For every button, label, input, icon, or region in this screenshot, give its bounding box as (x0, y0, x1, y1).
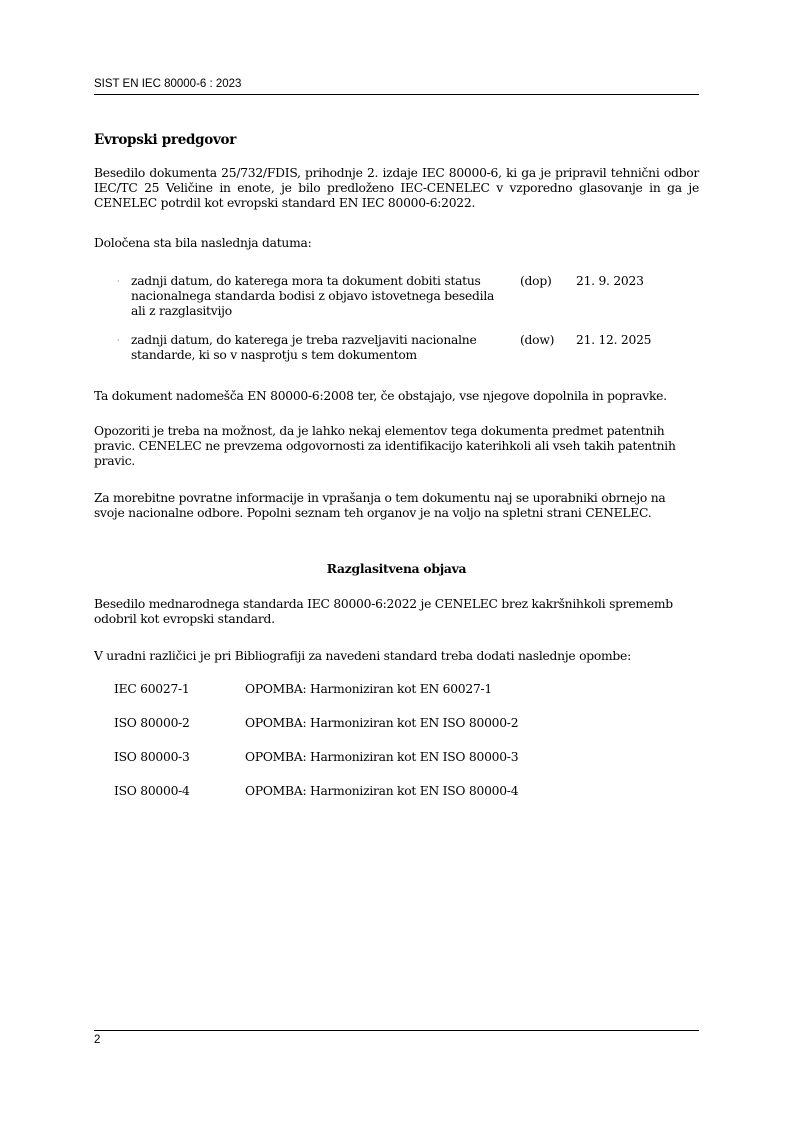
reference-note: OPOMBA: Harmoniziran kot EN ISO 80000-3 (245, 750, 519, 764)
date-item-code: (dow) (520, 333, 555, 347)
intro-paragraph: Besedilo dokumenta 25/732/FDIS, prihodnje 2. izdaje IEC 80000-6, ki ga je pripravil tehnični odbor IEC/TC 25 Veličine in enote, je bilo predloženo IEC-CENELEC v vzporedno glasovanje in ga je CENELEC potrdil kot evropski standard EN IEC 80000-6:2022. (94, 166, 699, 210)
date-item-code: (dop) (520, 274, 552, 288)
section-title: Evropski predgovor (94, 132, 237, 148)
document-page (94, 0, 699, 1122)
reference-note: OPOMBA: Harmoniziran kot EN 60027-1 (245, 682, 492, 696)
running-header: SIST EN IEC 80000-6 : 2023 (94, 78, 242, 90)
patent-paragraph: Opozoriti je treba na možnost, da je lahko nekaj elementov tega dokumenta predmet patentnih pravic. CENELEC ne prevzema odgovornosti za identifikacijo katerihkoli ali vseh takih patentnih pravic. (94, 424, 676, 468)
date-item-text: zadnji datum, do katerega je treba razveljaviti nacionalne standarde, ki so v nasprotju s tem dokumentom (131, 333, 477, 362)
bullet-marker: · (117, 277, 120, 286)
bullet-marker: · (117, 336, 120, 345)
endorsement-title: Razglasitvena objava (326, 561, 467, 576)
reference-standard: ISO 80000-4 (114, 784, 190, 798)
footer-rule (94, 1030, 699, 1031)
reference-standard: ISO 80000-3 (114, 750, 190, 764)
date-item-text: zadnji datum, do katerega mora ta dokument dobiti status nacionalnega standarda bodisi z objavo istovetnega besedila ali z razglasitvijo (131, 274, 495, 318)
bibliography-intro: V uradni različici je pri Bibliografiji za navedeni standard treba dodati naslednje opombe: (94, 649, 631, 663)
header-rule (94, 94, 699, 95)
date-item-date: 21. 9. 2023 (576, 274, 644, 288)
supersedes-paragraph: Ta dokument nadomešča EN 80000-6:2008 ter, če obstajajo, vse njegove dopolnila in popravke. (94, 389, 667, 403)
reference-note: OPOMBA: Harmoniziran kot EN ISO 80000-4 (245, 784, 519, 798)
feedback-paragraph: Za morebitne povratne informacije in vprašanja o tem dokumentu naj se uporabniki obrnejo na svoje nacionalne odbore. Popolni seznam teh organov je na voljo na spletni strani CENELEC. (94, 491, 666, 520)
reference-standard: ISO 80000-2 (114, 716, 190, 730)
reference-note: OPOMBA: Harmoniziran kot EN ISO 80000-2 (245, 716, 519, 730)
dates-intro: Določena sta bila naslednja datuma: (94, 236, 312, 250)
date-item-date: 21. 12. 2025 (576, 333, 652, 347)
endorsement-paragraph: Besedilo mednarodnega standarda IEC 80000-6:2022 je CENELEC brez kakršnihkoli sprememb odobril kot evropski standard. (94, 597, 673, 626)
page-number: 2 (94, 1034, 101, 1046)
reference-standard: IEC 60027-1 (114, 682, 190, 696)
